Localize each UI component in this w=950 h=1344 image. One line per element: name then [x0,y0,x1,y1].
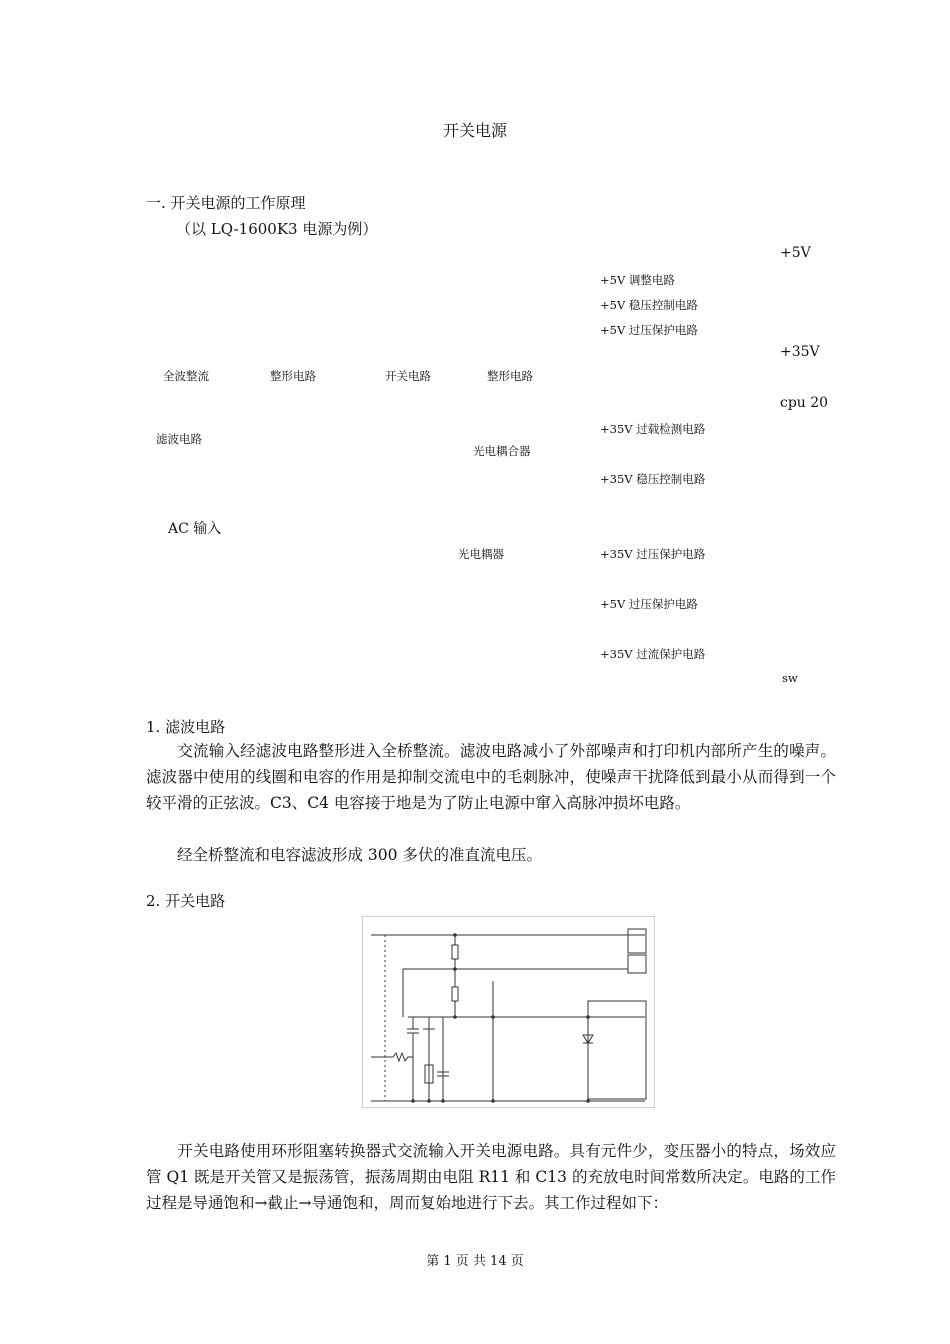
diagram-cpu: cpu 20 [780,395,829,411]
diagram-shaping-1: 整形电路 [270,369,316,383]
page-title: 开关电源 [442,121,507,140]
diagram-switch-circuit: 开关电路 [385,369,431,383]
diagram-reg-5v: +5V 稳压控制电路 [600,298,698,312]
page-footer: 第 1 页 共 14 页 [426,1254,524,1269]
diagram-out-35v: +35V [780,344,820,360]
section-heading: 一. 开关电源的工作原理 [146,194,306,212]
section1-heading: 1. 滤波电路 [146,718,226,736]
diagram-full-bridge: 全波整流 [163,369,209,383]
section1-paragraph: 交流输入经滤波电路整形进入全桥整流。滤波电路减小了外部噪声和打印机内部所产生的噪声。滤波器中使用的线圈和电容的作用是抑制交流电中的毛刺脉冲，使噪声干扰降低到最小从而得到一个较平滑的正弦波。C3、C4 电容接于地是为了防止电源中窜入高脉冲损坏电路。 [146,742,836,812]
diagram-ocp-35v: +35V 过流保护电路 [600,647,706,661]
section2-paragraph: 开关电路使用环形阻塞转换器式交流输入开关电源电路。具有元件少，变压器小的特点，场效应管 Q1 既是开关管又是振荡管，振荡周期由电阻 R11 和 C13 的充放电时间常数所决定。电路的工作过程是导通饱和→截止→导通饱和，周而复始地进行下去。其工作过程如下： [146,1142,836,1212]
diagram-optocoupler-1: 光电耦合器 [473,444,531,458]
diagram-overload-35v: +35V 过载检测电路 [600,422,706,436]
diagram-optocoupler-2: 光电耦器 [458,547,504,561]
section1-paragraph-2: 经全桥整流和电容滤波形成 300 多伏的准直流电压。 [146,846,542,864]
diagram-ovp-35v: +35V 过压保护电路 [600,547,706,561]
switch-circuit-schematic [362,916,655,1108]
diagram-shaping-2: 整形电路 [487,369,533,383]
diagram-out-5v: +5V [780,245,811,261]
diagram-filter: 滤波电路 [156,432,202,446]
section-subheading: （以 LQ-1600K3 电源为例） [176,220,378,238]
section2-heading: 2. 开关电路 [146,892,226,910]
diagram-reg-35v: +35V 稳压控制电路 [600,472,706,486]
diagram-ovp-5v-top: +5V 过压保护电路 [600,323,698,337]
diagram-sw: sw [782,671,798,685]
diagram-adj-5v: +5V 调整电路 [600,273,675,287]
diagram-ovp-5v-bottom: +5V 过压保护电路 [600,597,698,611]
diagram-ac-input: AC 输入 [168,521,222,537]
